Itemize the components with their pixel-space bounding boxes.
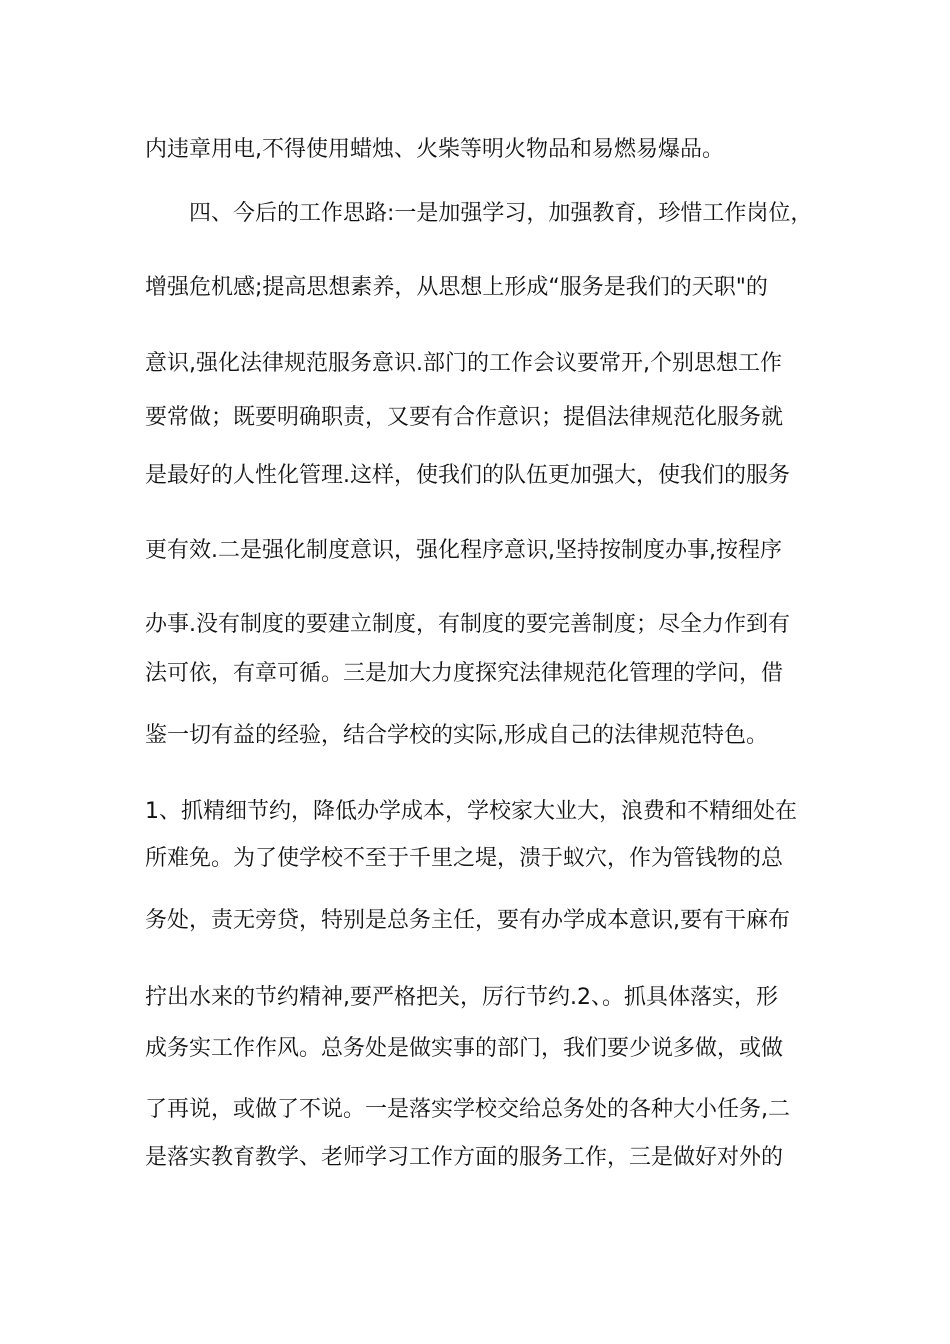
text-line: 成务实工作作风。总务处是做实事的部门，我们要少说多做，或做: [145, 1036, 784, 1061]
text-line: 是最好的人性化管理.这样，使我们的队伍更加强大，使我们的服务: [145, 463, 790, 488]
text-line: 四、今后的工作思路:一是加强学习，加强教育，珍惜工作岗位，: [145, 201, 813, 226]
text-line: 增强危机感;提高思想素养，从思想上形成“服务是我们的天职"的: [145, 275, 768, 300]
text-line: 内违章用电,不得使用蜡烛、火柴等明火物品和易燃易爆品。: [145, 137, 724, 162]
text-line: 所难免。为了使学校不至于千里之堤，溃于蚁穴，作为管钱物的总: [145, 846, 784, 871]
text-line: 是落实教育教学、老师学习工作方面的服务工作，三是做好对外的: [145, 1145, 784, 1170]
text-line: 更有效.二是强化制度意识，强化程序意识,坚持按制度办事,按程序: [145, 538, 782, 563]
text-line: 办事.没有制度的要建立制度，有制度的要完善制度；尽全力作到有: [145, 612, 790, 637]
text-line: 要常做；既要明确职责，又要有合作意识；提倡法律规范化服务就: [145, 405, 784, 430]
text-line: 拧出水来的节约精神,要严格把关，厉行节约.2、。抓具体落实，形: [145, 985, 778, 1010]
text-line: 务处，责无旁贷，特别是总务主任，要有办学成本意识,要有干麻布: [145, 908, 790, 933]
text-line: 鉴一切有益的经验，结合学校的实际,形成自己的法律规范特色。: [145, 723, 768, 748]
text-line: 法可依，有章可循。三是加大力度探究法律规范化管理的学问，借: [145, 661, 784, 686]
text-line: 了再说，或做了不说。一是落实学校交给总务处的各种大小任务,二: [145, 1097, 790, 1122]
text-line: 1、抓精细节约，降低办学成本，学校家大业大，浪费和不精细处在: [145, 799, 797, 824]
text-line: 意识,强化法律规范服务意识.部门的工作会议要常开,个别思想工作: [145, 351, 782, 376]
